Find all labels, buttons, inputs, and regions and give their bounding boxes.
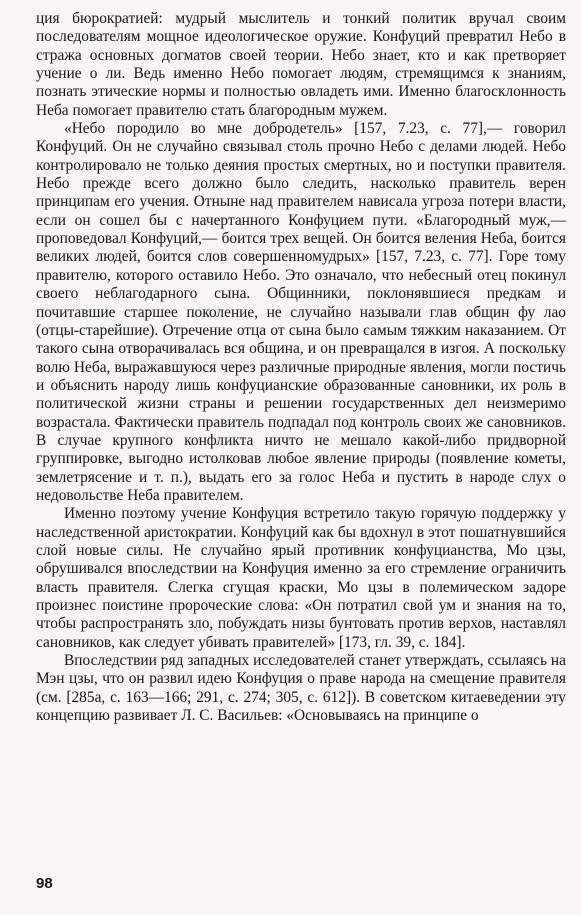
paragraph-3: Именно поэтому учение Конфуция встретило такую горячую поддержку у наследственной аристократии. Конфуций как бы вдохнул в этот пошатнувшийся слой новые силы. Не случайно ярый противник конфуцианства, Мо цзы, обрушивался впоследствии на Конфуция именно за его стремление ограничить власть правителя. Слегка сгущая краски, Мо цзы в полемическом задоре произнес поистине пророческие слова: «Он потратил свой ум и знания на то, чтобы распространять зло, побуждать низы бунтовать против верхов, наставлял сановников, как следует убивать правителей» [173, гл. 39, с. 184].	[36, 505, 566, 651]
page-number: 98	[36, 875, 53, 892]
paragraph-2: «Небо породило во мне добродетель» [157, 7.23, с. 77],— говорил Конфуций. Он не случайно связывал столь прочно Небо с делами людей. Небо контролировало не только деяния простых смертных, но и поступки правителя. Небо прежде всего должно было следить, насколько правитель верен принципам его учения. Отныне над правителем нависала угроза потери власти, если он сошел бы с начертанного Конфуцием пути. «Благородный муж,— проповедовал Конфуций,— боится трех вещей. Он боится веления Неба, боится великих людей, боится слов совершенномудрых» [157, 7.23, с. 77]. Горе тому правителю, которого оставило Небо. Это означало, что небесный отец покинул своего неблагодарного сына. Общинники, поклонявшиеся предкам и почитавшие старшее поколение, не случайно называли глав общин фу лао (отцы-старейшие). Отречение отца от сына было самым тяжким наказанием. От такого сына отворачивалась вся община, и он превращался в изгоя. А поскольку волю Неба, выражавшуюся через различные природные явления, могли постичь и объяснить народу лишь конфуцианские образованные сановники, их роль в политической жизни страны и решении государственных дел неизмеримо возрастала. Фактически правитель подпадал под контроль своих же сановников. В случае крупного конфликта ничто не мешало какой-либо придворной группировке, выгодно истолковав любое явление природы (появление кометы, землетрясение и т. п.), выдать его за голос Неба и пустить в народе слух о недовольстве Неба правителем.	[36, 120, 566, 504]
paragraph-4: Впоследствии ряд западных исследователей станет утверждать, ссылаясь на Мэн цзы, что он развил идею Конфуция о праве народа на смещение правителя (см. [285а, с. 163—166; 291, с. 274; 305, с. 612]). В советском китаеведении эту концепцию развивает Л. С. Васильев: «Основываясь на принципе о	[36, 652, 566, 725]
paragraph-1: ция бюрократией: мудрый мыслитель и тонкий политик вручал своим последователям мощное идеологическое оружие. Конфуций превратил Небо в стража основных догматов своей теории. Небо знает, кто и как претворяет учение о ли. Ведь именно Небо помогает людям, стремящимся к знаниям, познать этические нормы и полностью овладеть ими. Именно благосклонность Неба помогает правителю стать благородным мужем.	[36, 10, 566, 119]
body-text	[36, 10, 566, 725]
